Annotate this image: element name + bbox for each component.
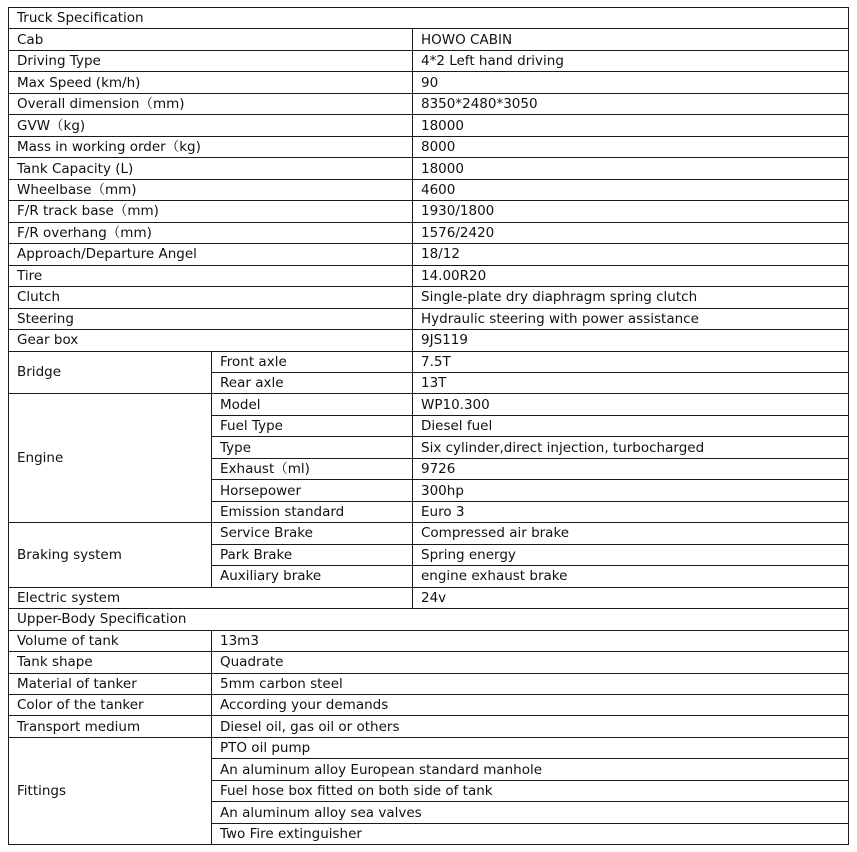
spec-value: 13T — [413, 372, 849, 393]
spec-value: 300hp — [413, 480, 849, 501]
sub-label: Auxiliary brake — [212, 566, 413, 587]
spec-value: Compressed air brake — [413, 523, 849, 544]
spec-label: Mass in working order（kg) — [9, 136, 413, 157]
fitting-item: An aluminum alloy European standard manhole — [212, 759, 849, 780]
spec-value: 8000 — [413, 136, 849, 157]
group-label: Fittings — [9, 737, 212, 844]
section-title: Upper-Body Specification — [9, 609, 849, 630]
spec-table-body — [9, 8, 849, 845]
spec-value: 13m3 — [212, 630, 849, 651]
table-row — [9, 50, 849, 71]
spec-value: Diesel oil, gas oil or others — [212, 716, 849, 737]
spec-value: 90 — [413, 72, 849, 93]
group-label: Bridge — [9, 351, 212, 394]
spec-value: 4600 — [413, 179, 849, 200]
spec-value: Hydraulic steering with power assistance — [413, 308, 849, 329]
table-row — [9, 158, 849, 179]
table-row — [9, 265, 849, 286]
table-row — [9, 394, 849, 415]
fitting-item: An aluminum alloy sea valves — [212, 802, 849, 823]
spec-label: Material of tanker — [9, 673, 212, 694]
sub-label: Exhaust（ml) — [212, 458, 413, 479]
section-header-row — [9, 8, 849, 29]
spec-value: 24v — [413, 587, 849, 608]
spec-label: Gear box — [9, 330, 413, 351]
sub-label: Rear axle — [212, 372, 413, 393]
table-row — [9, 201, 849, 222]
spec-value: Diesel fuel — [413, 415, 849, 436]
table-row — [9, 673, 849, 694]
table-row — [9, 630, 849, 651]
spec-label: Transport medium — [9, 716, 212, 737]
spec-label: F/R track base（mm) — [9, 201, 413, 222]
spec-value: Spring energy — [413, 544, 849, 565]
table-row — [9, 523, 849, 544]
table-row — [9, 652, 849, 673]
spec-value: Six cylinder,direct injection, turbocharged — [413, 437, 849, 458]
table-row — [9, 330, 849, 351]
section-title: Truck Specification — [9, 8, 849, 29]
spec-label: Approach/Departure Angel — [9, 244, 413, 265]
spec-label: Electric system — [9, 587, 413, 608]
spec-label: F/R overhang（mm) — [9, 222, 413, 243]
fitting-item: Two Fire extinguisher — [212, 823, 849, 844]
sub-label: Service Brake — [212, 523, 413, 544]
spec-value: Single-plate dry diaphragm spring clutch — [413, 287, 849, 308]
section-header-row — [9, 609, 849, 630]
spec-label: GVW（kg) — [9, 115, 413, 136]
spec-value: According your demands — [212, 695, 849, 716]
spec-value: 14.00R20 — [413, 265, 849, 286]
table-row — [9, 287, 849, 308]
table-row — [9, 29, 849, 50]
spec-label: Wheelbase（mm) — [9, 179, 413, 200]
spec-label: Clutch — [9, 287, 413, 308]
group-label: Engine — [9, 394, 212, 523]
sub-label: Fuel Type — [212, 415, 413, 436]
table-row — [9, 587, 849, 608]
table-row — [9, 244, 849, 265]
spec-label: Tank Capacity (L) — [9, 158, 413, 179]
spec-value: 9JS119 — [413, 330, 849, 351]
table-row — [9, 695, 849, 716]
spec-label: Cab — [9, 29, 413, 50]
spec-value: 18/12 — [413, 244, 849, 265]
spec-value: 4*2 Left hand driving — [413, 50, 849, 71]
sub-label: Model — [212, 394, 413, 415]
spec-label: Overall dimension（mm) — [9, 93, 413, 114]
fitting-item: Fuel hose box fitted on both side of tank — [212, 780, 849, 801]
group-label: Braking system — [9, 523, 212, 587]
table-row — [9, 115, 849, 136]
spec-value: 18000 — [413, 115, 849, 136]
spec-value: 5mm carbon steel — [212, 673, 849, 694]
table-row — [9, 93, 849, 114]
table-row — [9, 716, 849, 737]
spec-value: engine exhaust brake — [413, 566, 849, 587]
sub-label: Emission standard — [212, 501, 413, 522]
table-row — [9, 179, 849, 200]
spec-value: 18000 — [413, 158, 849, 179]
spec-label: Driving Type — [9, 50, 413, 71]
spec-value: 8350*2480*3050 — [413, 93, 849, 114]
table-row — [9, 72, 849, 93]
spec-label: Tank shape — [9, 652, 212, 673]
spec-value: 7.5T — [413, 351, 849, 372]
table-row — [9, 351, 849, 372]
spec-value: Euro 3 — [413, 501, 849, 522]
sub-label: Front axle — [212, 351, 413, 372]
fitting-item: PTO oil pump — [212, 737, 849, 758]
spec-table — [8, 7, 849, 845]
sub-label: Type — [212, 437, 413, 458]
spec-label: Volume of tank — [9, 630, 212, 651]
table-row — [9, 737, 849, 758]
spec-value: 1930/1800 — [413, 201, 849, 222]
table-row — [9, 222, 849, 243]
spec-value: 1576/2420 — [413, 222, 849, 243]
spec-value: HOWO CABIN — [413, 29, 849, 50]
spec-label: Steering — [9, 308, 413, 329]
sub-label: Horsepower — [212, 480, 413, 501]
table-row — [9, 308, 849, 329]
table-row — [9, 136, 849, 157]
spec-label: Max Speed (km/h) — [9, 72, 413, 93]
spec-label: Tire — [9, 265, 413, 286]
spec-label: Color of the tanker — [9, 695, 212, 716]
spec-value: Quadrate — [212, 652, 849, 673]
sub-label: Park Brake — [212, 544, 413, 565]
spec-value: WP10.300 — [413, 394, 849, 415]
spec-value: 9726 — [413, 458, 849, 479]
